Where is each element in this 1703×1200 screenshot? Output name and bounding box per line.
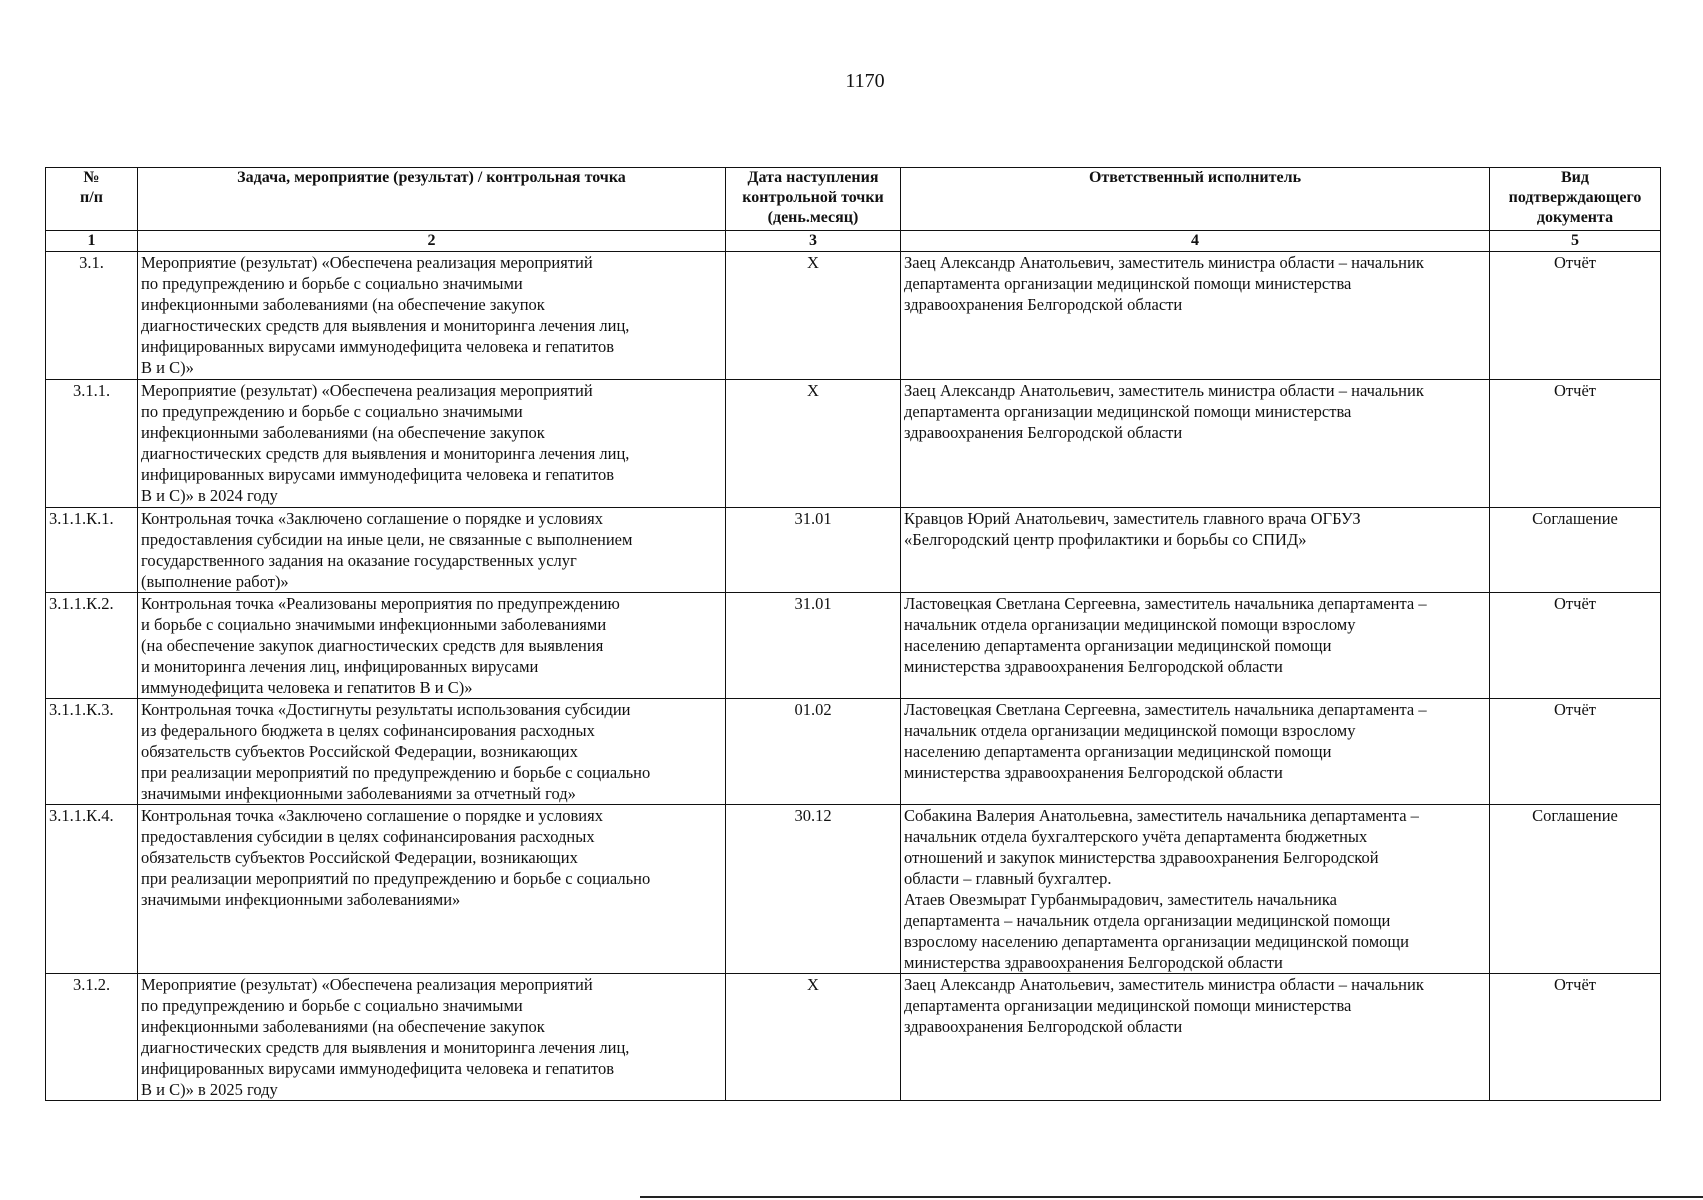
table-row bbox=[46, 805, 1661, 974]
row-number: 3.1.1.К.4. bbox=[46, 805, 138, 974]
row-date: 31.01 bbox=[726, 593, 901, 699]
page-bottom-rule bbox=[640, 1196, 1703, 1198]
header-doc-type: Вид подтверждающего документа bbox=[1490, 168, 1661, 231]
row-responsible: Заец Александр Анатольевич, заместитель министра области – начальник департамента организации медицинской помощи министерства здравоохранения Белгородской области bbox=[901, 974, 1490, 1101]
control-points-table bbox=[45, 167, 1661, 1101]
table-row bbox=[46, 380, 1661, 508]
row-task: Мероприятие (результат) «Обеспечена реализация мероприятий по предупреждению и борьбе с социально значимыми инфекционными заболеваниями (на обеспечение закупок диагностических средств для выявления и мониторинга лечения лиц, инфицированных вирусами иммунодефицита человека и гепатитов В и С)» bbox=[138, 252, 726, 380]
row-responsible: Ластовецкая Светлана Сергеевна, заместитель начальника департамента – начальник отдела организации медицинской помощи взрослому населению департамента организации медицинской помощи министерства здравоохранения Белгородской области bbox=[901, 593, 1490, 699]
column-number-row bbox=[46, 231, 1661, 252]
row-responsible: Собакина Валерия Анатольевна, заместитель начальника департамента – начальник отдела бухгалтерского учёта департамента бюджетных отношений и закупок министерства здравоохранения Белгородской области – главный бухгалтер. Атаев Овезмырат Гурбанмырадович, заместитель начальника департамента – начальник отдела организации медицинской помощи взрослому населению департамента организации медицинской помощи министерства здравоохранения Белгородской области bbox=[901, 805, 1490, 974]
row-doc-type: Отчёт bbox=[1490, 974, 1661, 1101]
table-row bbox=[46, 508, 1661, 593]
column-number: 5 bbox=[1490, 231, 1661, 252]
row-doc-type: Отчёт bbox=[1490, 252, 1661, 380]
row-date: X bbox=[726, 380, 901, 508]
table-row bbox=[46, 252, 1661, 380]
column-number: 2 bbox=[138, 231, 726, 252]
header-date: Дата наступления контрольной точки (день.месяц) bbox=[726, 168, 901, 231]
row-number: 3.1.1.К.2. bbox=[46, 593, 138, 699]
row-doc-type: Соглашение bbox=[1490, 508, 1661, 593]
row-date: 30.12 bbox=[726, 805, 901, 974]
row-task: Контрольная точка «Реализованы мероприятия по предупреждению и борьбе с социально значимыми инфекционными заболеваниями (на обеспечение закупок диагностических средств для выявления и мониторинга лечения лиц, инфицированных вирусами иммунодефицита человека и гепатитов В и С)» bbox=[138, 593, 726, 699]
row-date: X bbox=[726, 974, 901, 1101]
row-task: Контрольная точка «Заключено соглашение о порядке и условиях предоставления субсидии в целях софинансирования расходных обязательств субъектов Российской Федерации, возникающих при реализации мероприятий по предупреждению и борьбе с социально значимыми инфекционными заболеваниями» bbox=[138, 805, 726, 974]
row-number: 3.1.2. bbox=[46, 974, 138, 1101]
table-row bbox=[46, 974, 1661, 1101]
table-row bbox=[46, 593, 1661, 699]
row-responsible: Заец Александр Анатольевич, заместитель министра области – начальник департамента организации медицинской помощи министерства здравоохранения Белгородской области bbox=[901, 380, 1490, 508]
row-number: 3.1. bbox=[46, 252, 138, 380]
header-task: Задача, мероприятие (результат) / контрольная точка bbox=[138, 168, 726, 231]
row-date: X bbox=[726, 252, 901, 380]
row-doc-type: Отчёт bbox=[1490, 699, 1661, 805]
row-doc-type: Отчёт bbox=[1490, 380, 1661, 508]
row-task: Мероприятие (результат) «Обеспечена реализация мероприятий по предупреждению и борьбе с социально значимыми инфекционными заболеваниями (на обеспечение закупок диагностических средств для выявления и мониторинга лечения лиц, инфицированных вирусами иммунодефицита человека и гепатитов В и С)» в 2025 году bbox=[138, 974, 726, 1101]
row-doc-type: Отчёт bbox=[1490, 593, 1661, 699]
row-responsible: Ластовецкая Светлана Сергеевна, заместитель начальника департамента – начальник отдела организации медицинской помощи взрослому населению департамента организации медицинской помощи министерства здравоохранения Белгородской области bbox=[901, 699, 1490, 805]
row-doc-type: Соглашение bbox=[1490, 805, 1661, 974]
column-number: 4 bbox=[901, 231, 1490, 252]
row-task: Контрольная точка «Достигнуты результаты использования субсидии из федерального бюджета в целях софинансирования расходных обязательств субъектов Российской Федерации, возникающих при реализации мероприятий по предупреждению и борьбе с социально значимыми инфекционными заболеваниями за отчетный год» bbox=[138, 699, 726, 805]
header-responsible: Ответственный исполнитель bbox=[901, 168, 1490, 231]
page-number: 1170 bbox=[845, 70, 885, 92]
row-responsible: Кравцов Юрий Анатольевич, заместитель главного врача ОГБУЗ «Белгородский центр профилактики и борьбы со СПИД» bbox=[901, 508, 1490, 593]
table-header-row bbox=[46, 168, 1661, 231]
row-number: 3.1.1.К.3. bbox=[46, 699, 138, 805]
row-date: 31.01 bbox=[726, 508, 901, 593]
table-row bbox=[46, 699, 1661, 805]
row-task: Мероприятие (результат) «Обеспечена реализация мероприятий по предупреждению и борьбе с социально значимыми инфекционными заболеваниями (на обеспечение закупок диагностических средств для выявления и мониторинга лечения лиц, инфицированных вирусами иммунодефицита человека и гепатитов В и С)» в 2024 году bbox=[138, 380, 726, 508]
row-number: 3.1.1. bbox=[46, 380, 138, 508]
row-number: 3.1.1.К.1. bbox=[46, 508, 138, 593]
header-num: № п/п bbox=[46, 168, 138, 231]
row-date: 01.02 bbox=[726, 699, 901, 805]
column-number: 3 bbox=[726, 231, 901, 252]
row-task: Контрольная точка «Заключено соглашение о порядке и условиях предоставления субсидии на иные цели, не связанные с выполнением государственного задания на оказание государственных услуг (выполнение работ)» bbox=[138, 508, 726, 593]
column-number: 1 bbox=[46, 231, 138, 252]
row-responsible: Заец Александр Анатольевич, заместитель министра области – начальник департамента организации медицинской помощи министерства здравоохранения Белгородской области bbox=[901, 252, 1490, 380]
